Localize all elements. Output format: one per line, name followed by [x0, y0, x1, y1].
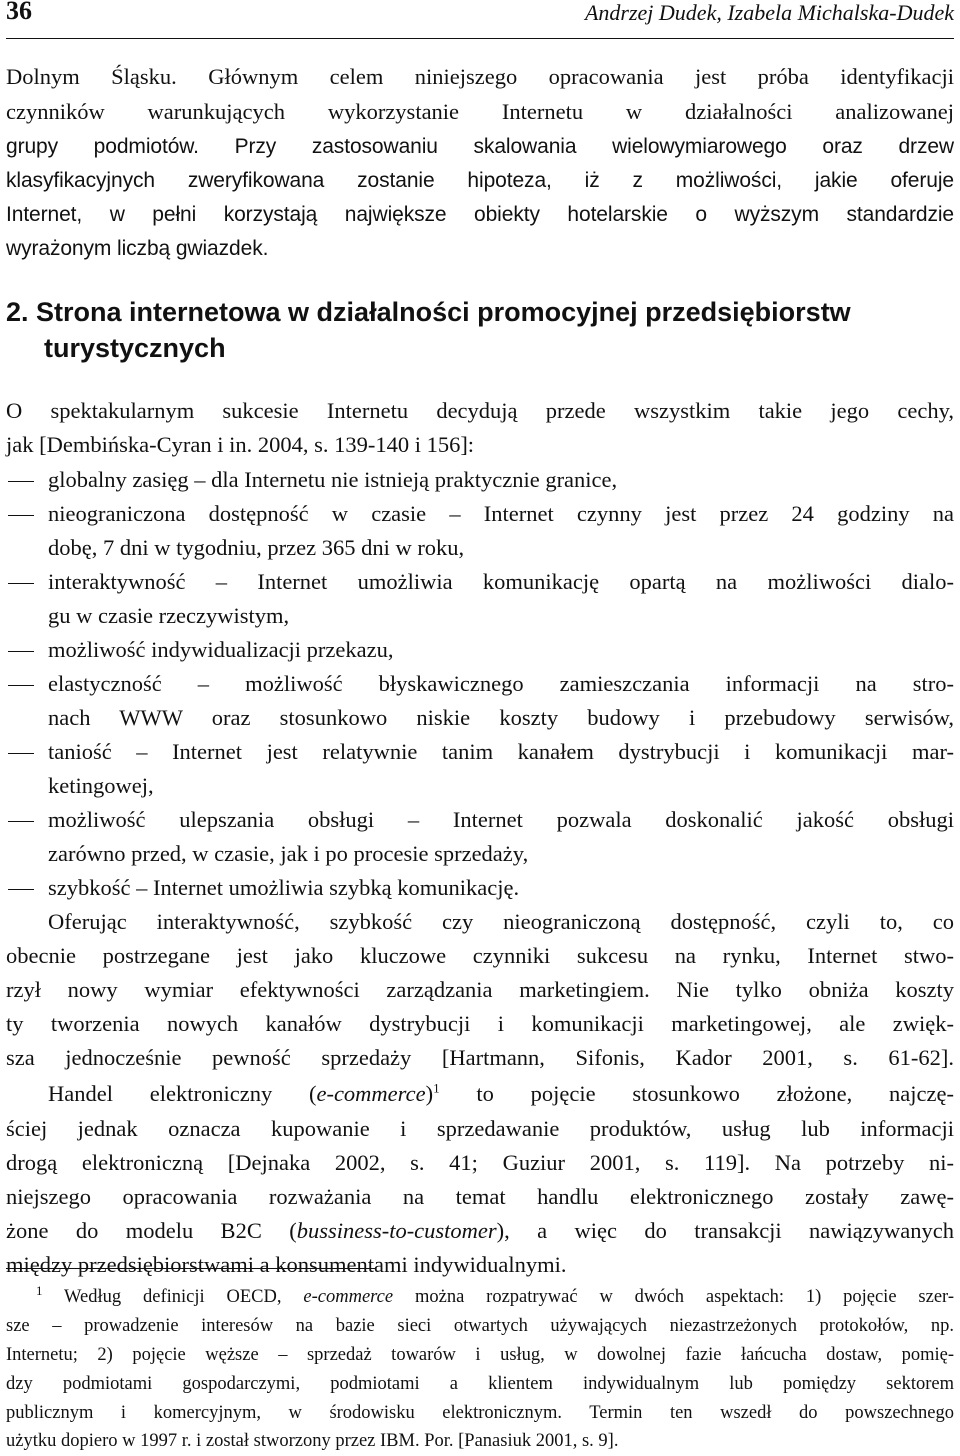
- lead-line: jak [Dembińska-Cyran i in. 2004, s. 139-140 i 156]:: [6, 432, 475, 457]
- list-item: globalny zasięg – dla Internetu nie istnieją praktycznie granice,: [48, 467, 618, 492]
- list-bullet-dash: [8, 753, 34, 754]
- paragraph-line: między przedsiębiorstwami a konsumentami indywidualnymi.: [6, 1252, 567, 1277]
- list-item: szybkość – Internet umożliwia szybką komunikację.: [48, 875, 520, 900]
- footnote-line: dzy podmiotami gospodarczymi, podmiotami a klientem indywidualnym lub pomiędzy sektorem: [6, 1374, 954, 1394]
- term-italic: e-commerce: [316, 1081, 426, 1106]
- paragraph-line: obecnie postrzegane jest jako kluczowe czynniki sukcesu na rynku, Internet stwo-: [6, 943, 954, 968]
- paragraph-line: ściej jednak oznacza kupowanie i sprzedawanie produktów, usług lub informacji: [6, 1116, 954, 1141]
- page-header: [6, 0, 954, 39]
- footnote-line: Internetu; 2) pojęcie węższe – sprzedaż towarów i usług, w dowolnej fazie łańcucha dostaw, pomię-: [6, 1345, 954, 1365]
- paragraph-line: drogą elektroniczną [Dejnaka 2002, s. 41; Guziur 2001, s. 119]. Na potrzeby ni-: [6, 1150, 954, 1175]
- running-head: Andrzej Dudek, Izabela Michalska-Dudek: [584, 0, 954, 25]
- intro-line: klasyfikacyjnych zweryfikowana zostanie hipoteza, iż z możliwości, jakie oferuje: [6, 169, 954, 192]
- intro-line: czynników warunkujących wykorzystanie Internetu w działalności analizowanej: [6, 99, 954, 124]
- paragraph-line: żone do modelu B2C (bussiness-to-customer), a więc do transakcji nawiązywanych: [6, 1218, 954, 1243]
- footnote-rule: [6, 1268, 376, 1269]
- list-item: możliwość ulepszania obsługi – Internet pozwala doskonalić jakość obsługi: [48, 807, 954, 832]
- intro-line: grupy podmiotów. Przy zastosowaniu skalowania wielowymiarowego oraz drzew: [6, 135, 954, 158]
- intro-line: wyrażonym liczbą gwiazdek.: [6, 237, 269, 260]
- paragraph-line: niejszego opracowania rozważania na temat handlu elektronicznego zostały zawę-: [6, 1184, 954, 1209]
- list-item-continued: zarówno przed, w czasie, jak i po procesie sprzedaży,: [48, 841, 529, 866]
- lead-line: O spektakularnym sukcesie Internetu decydują przede wszystkim takie jego cechy,: [6, 398, 954, 423]
- paragraph-line: Handel elektroniczny (e-commerce)$^1$ to pojęcie stosunkowo złożone, najczę-: [48, 1080, 954, 1106]
- intro-line: Dolnym Śląsku. Głównym celem niniejszego opracowania jest próba identyfikacji: [6, 64, 954, 89]
- list-bullet-dash: [8, 821, 34, 822]
- list-bullet-dash: [8, 651, 34, 652]
- list-item-continued: ketingowej,: [48, 773, 154, 798]
- footnote-line: sze – prowadzenie interesów na bazie sieci otwartych używających niezastrzeżonych protokołów, np.: [6, 1316, 954, 1336]
- list-bullet-dash: [8, 583, 34, 584]
- term-italic: bussiness-to-customer: [296, 1218, 497, 1243]
- list-item: interaktywność – Internet umożliwia komunikację opartą na możliwości dialo-: [48, 569, 954, 594]
- list-item-continued: dobę, 7 dni w tygodniu, przez 365 dni w roku,: [48, 535, 465, 560]
- paragraph-line: Oferując interaktywność, szybkość czy nieograniczoną dostępność, czyli to, co: [48, 909, 954, 934]
- list-item: możliwość indywidualizacji przekazu,: [48, 637, 394, 662]
- paragraph-line: rzył nowy wymiar efektywności zarządzania marketingiem. Nie tylko obniża koszty: [6, 977, 954, 1002]
- section-heading-continued: turystycznych: [44, 333, 226, 363]
- footnote-marker: 1: [36, 1282, 43, 1298]
- footnote-line: użytku dopiero w 1997 r. i został stworzony przez IBM. Por. [Panasiuk 2001, s. 9].: [6, 1431, 619, 1451]
- list-item: nieograniczona dostępność w czasie – Internet czynny jest przez 24 godziny na: [48, 501, 954, 526]
- page-number: 36: [6, 0, 32, 25]
- list-bullet-dash: [8, 685, 34, 686]
- list-item-continued: gu w czasie rzeczywistym,: [48, 603, 290, 628]
- list-bullet-dash: [8, 481, 34, 482]
- list-bullet-dash: [8, 889, 34, 890]
- intro-line: Internet, w pełni korzystają największe obiekty hotelarskie o wyższym standardzie: [6, 203, 954, 226]
- section-heading: 2. Strona internetowa w działalności promocyjnej przedsiębiorstw: [6, 297, 851, 327]
- list-item: elastyczność – możliwość błyskawicznego zamieszczania informacji na stro-: [48, 671, 954, 696]
- list-item: taniość – Internet jest relatywnie tanim kanałem dystrybucji i komunikacji mar-: [48, 739, 954, 764]
- footnote-line: publicznym i komercyjnym, w środowisku elektronicznym. Termin ten wszedł do powszechnego: [6, 1403, 954, 1423]
- footnote-line: $^1$ Według definicji OECD, e-commerce można rozpatrywać w dwóch aspektach: 1) pojęcie szer-: [36, 1282, 954, 1307]
- list-item-continued: nach WWW oraz stosunkowo niskie koszty budowy i przebudowy serwisów,: [48, 705, 954, 730]
- paragraph-line: sza jednocześnie pewność sprzedaży [Hartmann, Sifonis, Kador 2001, s. 61-62].: [6, 1045, 954, 1070]
- paragraph-line: ty tworzenia nowych kanałów dystrybucji i komunikacji marketingowej, ale zwięk-: [6, 1011, 954, 1036]
- footnote-reference[interactable]: 1: [433, 1080, 440, 1096]
- list-bullet-dash: [8, 515, 34, 516]
